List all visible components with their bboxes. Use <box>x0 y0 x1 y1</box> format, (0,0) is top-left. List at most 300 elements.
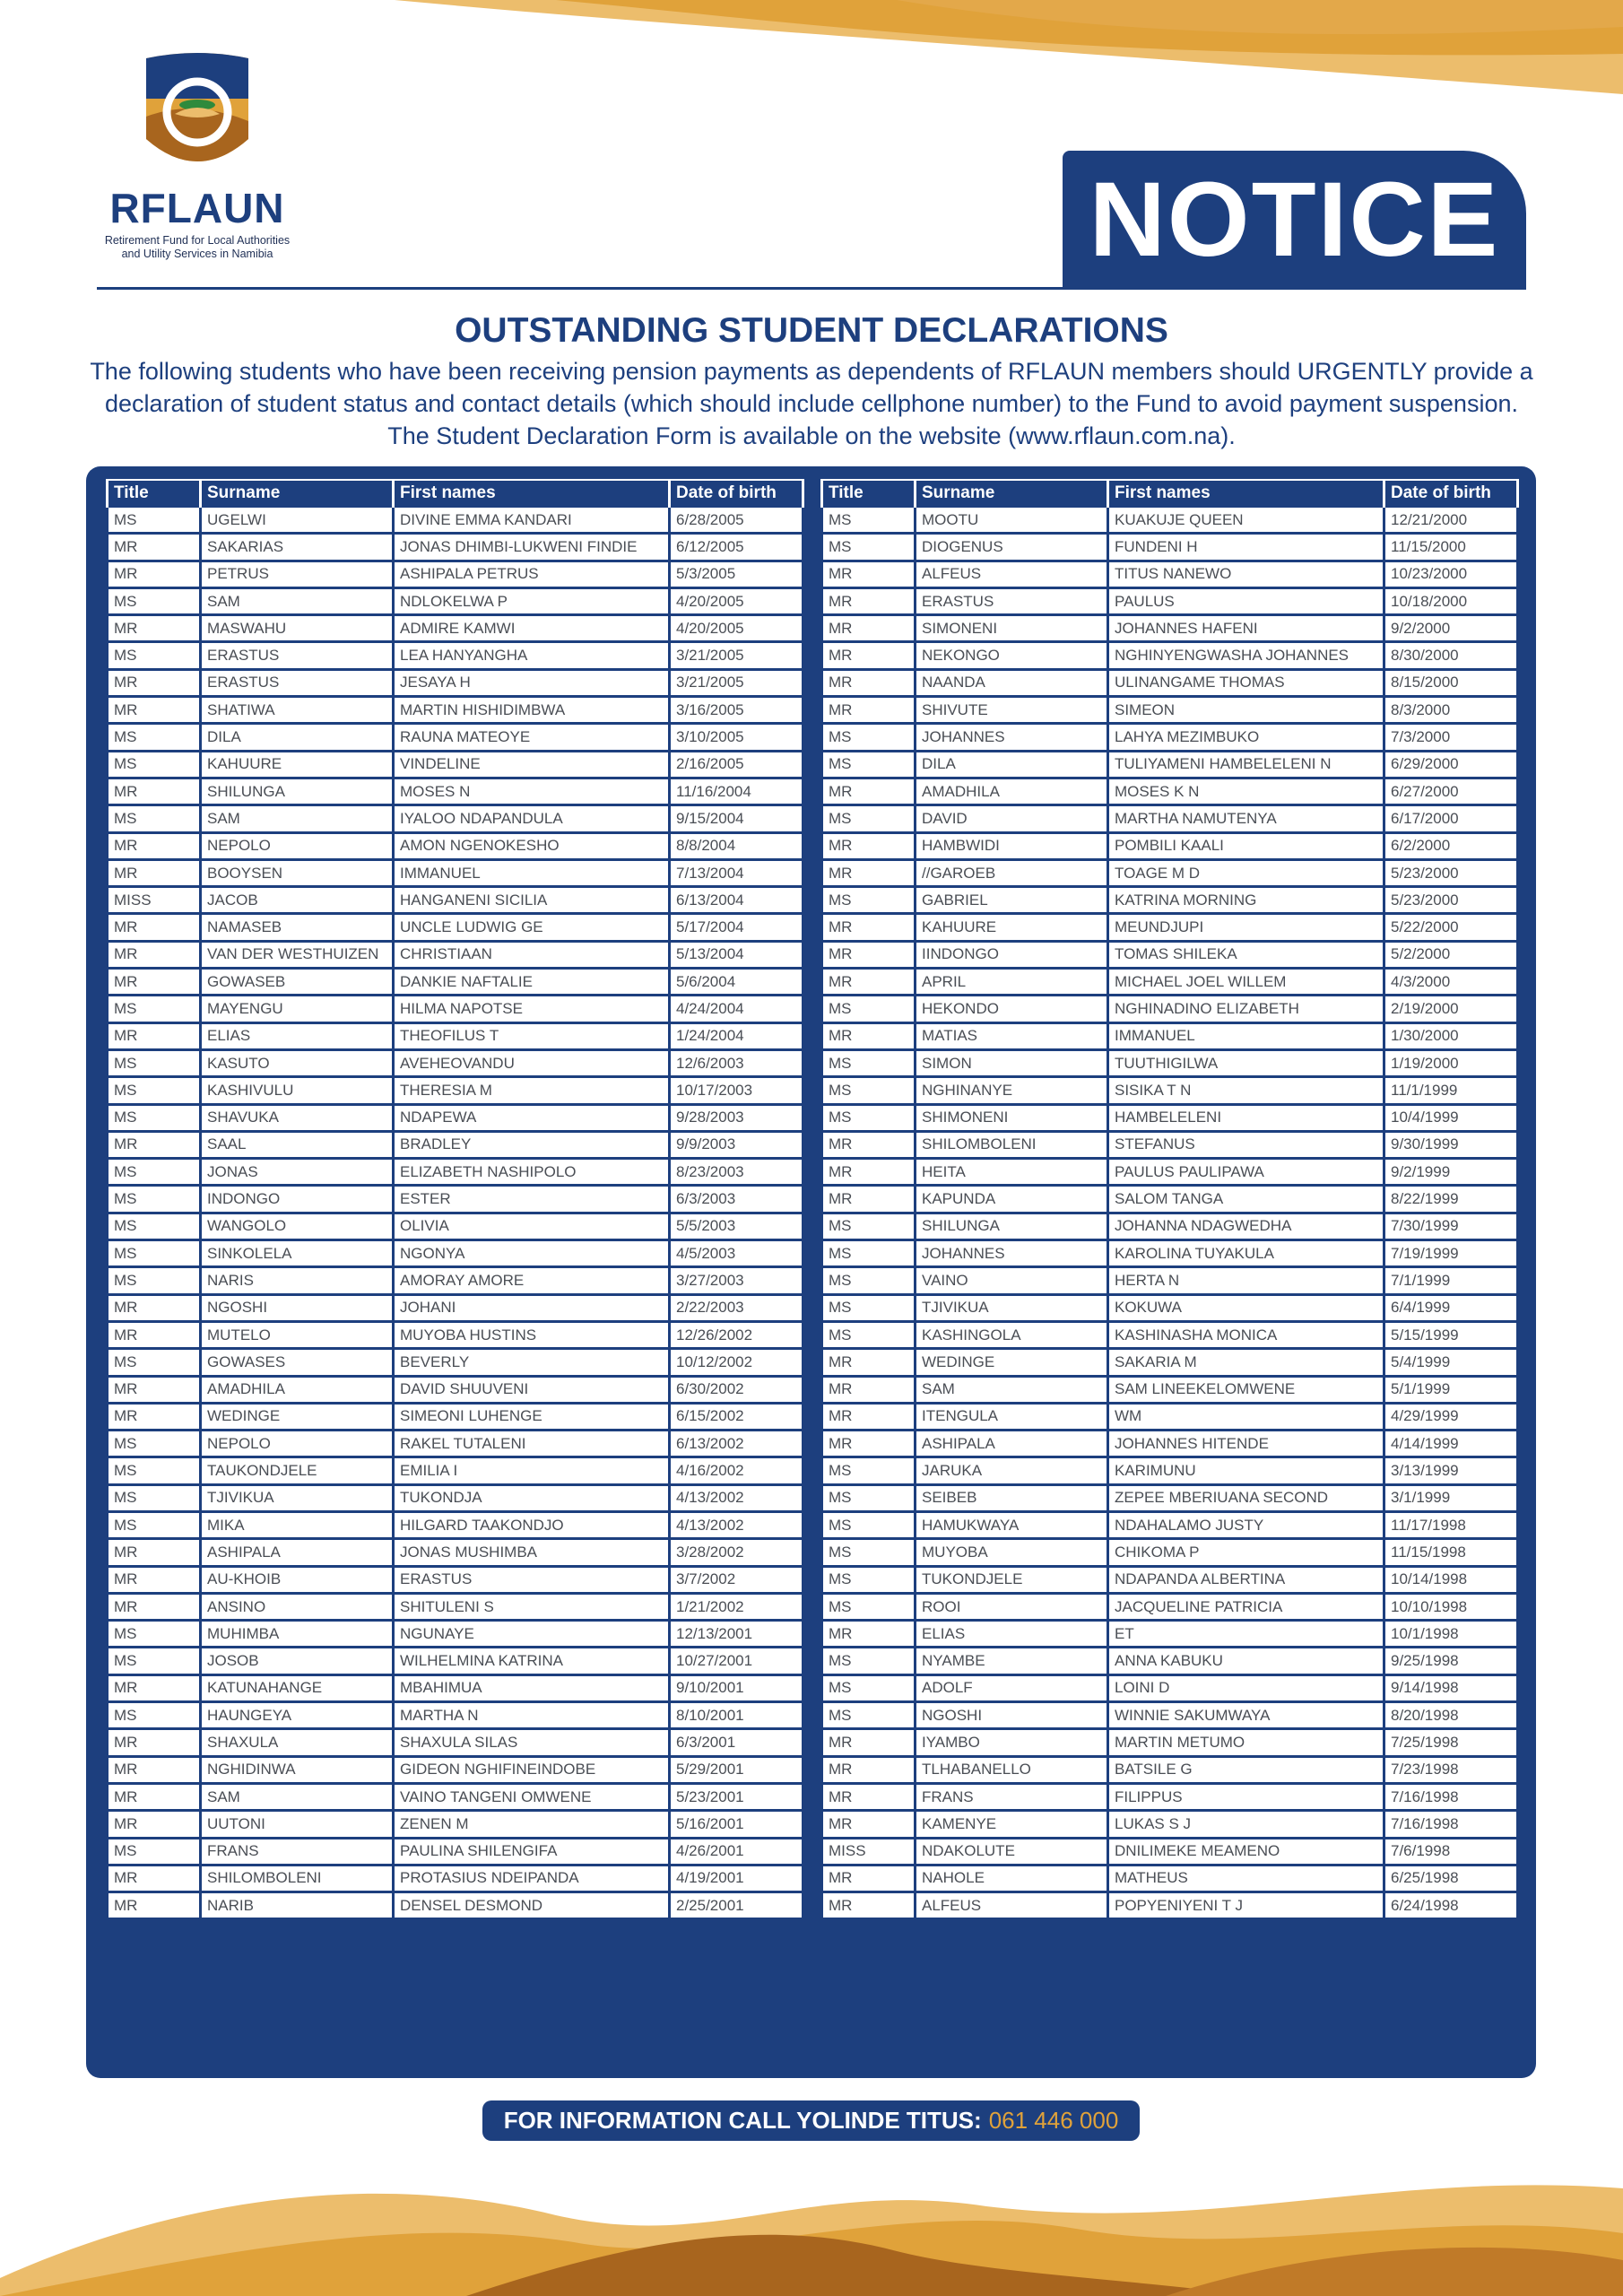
cell-title: MS <box>108 1104 201 1131</box>
cell-surname: SIMON <box>916 1049 1108 1076</box>
cell-dob: 5/5/2003 <box>670 1213 803 1239</box>
cell-surname: NEPOLO <box>201 832 394 859</box>
cell-dob: 3/10/2005 <box>670 724 803 751</box>
cell-surname: SIMONENI <box>916 615 1108 642</box>
cell-dob: 3/13/1999 <box>1384 1457 1518 1484</box>
cell-first-names: HAMBELELENI <box>1108 1104 1384 1131</box>
cell-first-names: LOINI D <box>1108 1674 1384 1701</box>
cell-surname: HEITA <box>916 1159 1108 1186</box>
cell-title: MR <box>822 832 916 859</box>
table-row <box>822 1267 1518 1294</box>
cell-dob: 11/15/1998 <box>1384 1539 1518 1566</box>
cell-first-names: MARTHA NAMUTENYA <box>1108 805 1384 832</box>
cell-first-names: VAINO TANGENI OMWENE <box>394 1783 670 1810</box>
table-row <box>822 996 1518 1022</box>
table-row <box>822 778 1518 804</box>
cell-dob: 8/10/2001 <box>670 1702 803 1729</box>
brand-logo <box>90 49 305 261</box>
cell-first-names: JONAS DHIMBI-LUKWENI FINDIE <box>394 534 670 561</box>
cell-first-names: BATSILE G <box>1108 1756 1384 1783</box>
cell-surname: ADOLF <box>916 1674 1108 1701</box>
cell-surname: ITENGULA <box>916 1403 1108 1430</box>
table-row <box>108 751 803 778</box>
cell-dob: 6/2/2000 <box>1384 832 1518 859</box>
cell-dob: 2/16/2005 <box>670 751 803 778</box>
table-row <box>108 941 803 968</box>
cell-title: MS <box>108 1484 201 1511</box>
table-row <box>108 1240 803 1267</box>
cell-title: MR <box>822 1131 916 1158</box>
cell-dob: 9/15/2004 <box>670 805 803 832</box>
cell-first-names: UNCLE LUDWIG GE <box>394 914 670 941</box>
cell-surname: JONAS <box>201 1159 394 1186</box>
cell-first-names: PAULINA SHILENGIFA <box>394 1838 670 1865</box>
cell-dob: 1/30/2000 <box>1384 1022 1518 1049</box>
cell-first-names: THERESIA M <box>394 1077 670 1104</box>
cell-first-names: POPYENIYENI T J <box>1108 1892 1384 1919</box>
cell-first-names: RAKEL TUTALENI <box>394 1431 670 1457</box>
cell-dob: 6/12/2005 <box>670 534 803 561</box>
cell-title: MS <box>108 1457 201 1484</box>
cell-surname: MAYENGU <box>201 996 394 1022</box>
cell-first-names: ET <box>1108 1621 1384 1648</box>
cell-first-names: NDAPANDA ALBERTINA <box>1108 1566 1384 1593</box>
table-row <box>108 1376 803 1403</box>
cell-dob: 4/19/2001 <box>670 1865 803 1892</box>
header-divider <box>97 287 1526 290</box>
cell-dob: 6/29/2000 <box>1384 751 1518 778</box>
table-row <box>108 1159 803 1186</box>
cell-surname: TAUKONDJELE <box>201 1457 394 1484</box>
table-row <box>108 1104 803 1131</box>
cell-title: MS <box>108 1159 201 1186</box>
cell-title: MS <box>822 805 916 832</box>
cell-surname: SHATIWA <box>201 697 394 724</box>
cell-surname: SAM <box>201 587 394 614</box>
table-row <box>108 1621 803 1648</box>
cell-title: MR <box>822 1783 916 1810</box>
cell-dob: 11/1/1999 <box>1384 1077 1518 1104</box>
cell-surname: NGOSHI <box>201 1294 394 1321</box>
col-first-names-header: First names <box>394 480 670 507</box>
cell-title: MR <box>108 1593 201 1620</box>
cell-dob: 7/13/2004 <box>670 859 803 886</box>
table-row <box>108 1729 803 1756</box>
cell-first-names: MUYOBA HUSTINS <box>394 1321 670 1348</box>
cell-first-names: ESTER <box>394 1186 670 1213</box>
notice-label: NOTICE <box>1089 161 1500 279</box>
table-row <box>108 642 803 669</box>
cell-title: MS <box>108 1431 201 1457</box>
cell-first-names: ERASTUS <box>394 1566 670 1593</box>
cell-first-names: ASHIPALA PETRUS <box>394 561 670 587</box>
table-row <box>822 1159 1518 1186</box>
table-row <box>108 1702 803 1729</box>
cell-first-names: SIMEON <box>1108 697 1384 724</box>
cell-dob: 9/30/1999 <box>1384 1131 1518 1158</box>
cell-title: MR <box>108 1539 201 1566</box>
cell-first-names: WINNIE SAKUMWAYA <box>1108 1702 1384 1729</box>
cell-surname: NGOSHI <box>916 1702 1108 1729</box>
cell-title: MR <box>108 669 201 696</box>
cell-surname: SAM <box>916 1376 1108 1403</box>
cell-first-names: OLIVIA <box>394 1213 670 1239</box>
cell-first-names: LUKAS S J <box>1108 1811 1384 1838</box>
table-row <box>822 1457 1518 1484</box>
table-row <box>822 1240 1518 1267</box>
cell-first-names: TITUS NANEWO <box>1108 561 1384 587</box>
cell-dob: 6/13/2004 <box>670 887 803 914</box>
table-row <box>822 1648 1518 1674</box>
cell-surname: MUHIMBA <box>201 1621 394 1648</box>
cell-surname: ELIAS <box>201 1022 394 1049</box>
table-row <box>822 587 1518 614</box>
cell-first-names: HERTA N <box>1108 1267 1384 1294</box>
cell-dob: 1/24/2004 <box>670 1022 803 1049</box>
cell-title: MR <box>108 697 201 724</box>
table-row <box>108 1049 803 1076</box>
cell-title: MS <box>822 1484 916 1511</box>
cell-surname: ASHIPALA <box>916 1431 1108 1457</box>
cell-title: MS <box>822 1049 916 1076</box>
table-row <box>822 1838 1518 1865</box>
cell-first-names: NDAPEWA <box>394 1104 670 1131</box>
cell-first-names: AMON NGENOKESHO <box>394 832 670 859</box>
cell-dob: 10/1/1998 <box>1384 1621 1518 1648</box>
table-row <box>822 1702 1518 1729</box>
cell-title: MISS <box>822 1838 916 1865</box>
cell-dob: 6/25/1998 <box>1384 1865 1518 1892</box>
table-row <box>108 697 803 724</box>
cell-dob: 4/24/2004 <box>670 996 803 1022</box>
cell-surname: NAHOLE <box>916 1865 1108 1892</box>
cell-first-names: BEVERLY <box>394 1349 670 1376</box>
cell-title: MS <box>108 1267 201 1294</box>
table-row <box>822 859 1518 886</box>
table-row <box>822 805 1518 832</box>
cell-first-names: FUNDENI H <box>1108 534 1384 561</box>
shield-icon <box>139 49 256 184</box>
table-row <box>108 1593 803 1620</box>
student-table-right <box>820 479 1519 1920</box>
cell-first-names: ULINANGAME THOMAS <box>1108 669 1384 696</box>
cell-first-names: KUAKUJE QUEEN <box>1108 507 1384 534</box>
table-row <box>822 1811 1518 1838</box>
cell-first-names: CHRISTIAAN <box>394 941 670 968</box>
cell-first-names: AMORAY AMORE <box>394 1267 670 1294</box>
cell-title: MS <box>108 1186 201 1213</box>
table-row <box>822 1077 1518 1104</box>
cell-first-names: BRADLEY <box>394 1131 670 1158</box>
table-header-row <box>108 480 803 507</box>
cell-title: MS <box>822 1702 916 1729</box>
cell-surname: MUTELO <box>201 1321 394 1348</box>
cell-title: MS <box>822 996 916 1022</box>
cell-title: MR <box>822 1621 916 1648</box>
cell-first-names: NGHINYENGWASHA JOHANNES <box>1108 642 1384 669</box>
cell-title: MS <box>108 996 201 1022</box>
cell-first-names: MOSES N <box>394 778 670 804</box>
cell-surname: SINKOLELA <box>201 1240 394 1267</box>
cell-title: MR <box>822 1159 916 1186</box>
cell-dob: 10/18/2000 <box>1384 587 1518 614</box>
cell-title: MS <box>108 1349 201 1376</box>
cell-dob: 6/3/2001 <box>670 1729 803 1756</box>
cell-surname: SHILOMBOLENI <box>201 1865 394 1892</box>
cell-first-names: JOHANNA NDAGWEDHA <box>1108 1213 1384 1239</box>
cell-dob: 3/21/2005 <box>670 669 803 696</box>
cell-surname: DILA <box>916 751 1108 778</box>
cell-surname: WEDINGE <box>201 1403 394 1430</box>
cell-surname: MIKA <box>201 1511 394 1538</box>
table-row <box>822 615 1518 642</box>
cell-surname: SHIMONENI <box>916 1104 1108 1131</box>
student-table-panel <box>86 466 1536 2078</box>
cell-dob: 8/22/1999 <box>1384 1186 1518 1213</box>
table-row <box>822 697 1518 724</box>
table-row <box>108 1865 803 1892</box>
table-header-row <box>822 480 1518 507</box>
cell-title: MR <box>822 941 916 968</box>
cell-dob: 9/14/1998 <box>1384 1674 1518 1701</box>
table-row <box>108 1403 803 1430</box>
cell-first-names: MICHAEL JOEL WILLEM <box>1108 969 1384 996</box>
cell-first-names: PAULUS PAULIPAWA <box>1108 1159 1384 1186</box>
table-row <box>108 1349 803 1376</box>
cell-surname: TUKONDJELE <box>916 1566 1108 1593</box>
cell-first-names: ANNA KABUKU <box>1108 1648 1384 1674</box>
cell-surname: AU-KHOIB <box>201 1566 394 1593</box>
cell-dob: 7/25/1998 <box>1384 1729 1518 1756</box>
table-row <box>822 1484 1518 1511</box>
cell-title: MR <box>108 534 201 561</box>
cell-surname: TJIVIKUA <box>916 1294 1108 1321</box>
table-row <box>822 1621 1518 1648</box>
cell-title: MS <box>108 1049 201 1076</box>
cell-dob: 8/20/1998 <box>1384 1702 1518 1729</box>
cell-title: MS <box>822 724 916 751</box>
table-row <box>108 969 803 996</box>
cell-title: MR <box>108 1376 201 1403</box>
cell-dob: 8/30/2000 <box>1384 642 1518 669</box>
cell-surname: TLHABANELLO <box>916 1756 1108 1783</box>
cell-title: MS <box>108 1077 201 1104</box>
cell-surname: JOHANNES <box>916 724 1108 751</box>
cell-surname: NARIB <box>201 1892 394 1919</box>
col-first-names-header: First names <box>1108 480 1384 507</box>
cell-surname: SHILOMBOLENI <box>916 1131 1108 1158</box>
cell-title: MR <box>108 1783 201 1810</box>
cell-title: MS <box>108 1213 201 1239</box>
cell-dob: 6/15/2002 <box>670 1403 803 1430</box>
cell-dob: 5/23/2000 <box>1384 859 1518 886</box>
cell-first-names: KARIMUNU <box>1108 1457 1384 1484</box>
cell-dob: 5/13/2004 <box>670 941 803 968</box>
cell-surname: KASHINGOLA <box>916 1321 1108 1348</box>
cell-title: MS <box>108 1621 201 1648</box>
cell-title: MR <box>822 1756 916 1783</box>
cell-dob: 10/17/2003 <box>670 1077 803 1104</box>
cell-first-names: SAKARIA M <box>1108 1349 1384 1376</box>
cell-title: MR <box>822 642 916 669</box>
cell-dob: 4/13/2002 <box>670 1511 803 1538</box>
table-row <box>822 1376 1518 1403</box>
cell-first-names: IMMANUEL <box>1108 1022 1384 1049</box>
table-row <box>108 1186 803 1213</box>
cell-dob: 5/15/1999 <box>1384 1321 1518 1348</box>
cell-first-names: FILIPPUS <box>1108 1783 1384 1810</box>
cell-title: MR <box>822 914 916 941</box>
cell-first-names: NDLOKELWA P <box>394 587 670 614</box>
cell-surname: JARUKA <box>916 1457 1108 1484</box>
table-row <box>822 1131 1518 1158</box>
cell-title: MS <box>822 1240 916 1267</box>
cell-dob: 11/17/1998 <box>1384 1511 1518 1538</box>
cell-title: MR <box>108 1865 201 1892</box>
cell-surname: MATIAS <box>916 1022 1108 1049</box>
cell-surname: INDONGO <box>201 1186 394 1213</box>
table-row <box>822 1511 1518 1538</box>
cell-first-names: KAROLINA TUYAKULA <box>1108 1240 1384 1267</box>
cell-surname: GOWASEB <box>201 969 394 996</box>
table-row <box>108 1756 803 1783</box>
cell-dob: 7/16/1998 <box>1384 1811 1518 1838</box>
cell-surname: NDAKOLUTE <box>916 1838 1108 1865</box>
table-row <box>822 1321 1518 1348</box>
table-row <box>108 587 803 614</box>
cell-surname: HAMUKWAYA <box>916 1511 1108 1538</box>
table-row <box>108 1674 803 1701</box>
cell-title: MR <box>108 1321 201 1348</box>
cell-dob: 4/20/2005 <box>670 615 803 642</box>
cell-dob: 3/16/2005 <box>670 697 803 724</box>
cell-surname: IINDONGO <box>916 941 1108 968</box>
table-row <box>822 669 1518 696</box>
cell-first-names: NGUNAYE <box>394 1621 670 1648</box>
table-row <box>108 561 803 587</box>
cell-surname: KAPUNDA <box>916 1186 1108 1213</box>
cell-dob: 7/23/1998 <box>1384 1756 1518 1783</box>
cell-surname: SAM <box>201 805 394 832</box>
cell-dob: 9/2/2000 <box>1384 615 1518 642</box>
table-row <box>822 887 1518 914</box>
table-row <box>822 1539 1518 1566</box>
table-row <box>108 805 803 832</box>
cell-title: MS <box>108 1648 201 1674</box>
cell-surname: KASHIVULU <box>201 1077 394 1104</box>
cell-surname: NEPOLO <box>201 1431 394 1457</box>
cell-dob: 6/13/2002 <box>670 1431 803 1457</box>
cell-surname: ANSINO <box>201 1593 394 1620</box>
cell-dob: 12/26/2002 <box>670 1321 803 1348</box>
col-title-header: Title <box>822 480 916 507</box>
table-row <box>822 832 1518 859</box>
table-row <box>822 969 1518 996</box>
contact-phone: 061 446 000 <box>988 2107 1119 2134</box>
cell-surname: WANGOLO <box>201 1213 394 1239</box>
cell-title: MS <box>822 751 916 778</box>
cell-surname: HAUNGEYA <box>201 1702 394 1729</box>
table-row <box>108 1431 803 1457</box>
table-row <box>108 1511 803 1538</box>
cell-title: MS <box>822 1593 916 1620</box>
table-row <box>822 941 1518 968</box>
cell-title: MR <box>108 1022 201 1049</box>
cell-title: MS <box>822 1539 916 1566</box>
cell-first-names: SALOM TANGA <box>1108 1186 1384 1213</box>
table-row <box>108 507 803 534</box>
col-surname-header: Surname <box>916 480 1108 507</box>
cell-first-names: MEUNDJUPI <box>1108 914 1384 941</box>
cell-dob: 10/27/2001 <box>670 1648 803 1674</box>
cell-title: MR <box>108 859 201 886</box>
table-row <box>822 1186 1518 1213</box>
cell-surname: ALFEUS <box>916 1892 1108 1919</box>
cell-first-names: JONAS MUSHIMBA <box>394 1539 670 1566</box>
cell-first-names: MBAHIMUA <box>394 1674 670 1701</box>
cell-dob: 10/4/1999 <box>1384 1104 1518 1131</box>
brand-name: RFLAUN <box>109 185 285 231</box>
table-row <box>822 751 1518 778</box>
cell-dob: 9/28/2003 <box>670 1104 803 1131</box>
cell-title: MS <box>108 1838 201 1865</box>
cell-dob: 5/4/1999 <box>1384 1349 1518 1376</box>
cell-surname: GOWASES <box>201 1349 394 1376</box>
cell-dob: 6/24/1998 <box>1384 1892 1518 1919</box>
table-row <box>108 1267 803 1294</box>
cell-first-names: EMILIA I <box>394 1457 670 1484</box>
cell-first-names: PROTASIUS NDEIPANDA <box>394 1865 670 1892</box>
table-row <box>108 1077 803 1104</box>
table-row <box>108 724 803 751</box>
cell-surname: MASWAHU <box>201 615 394 642</box>
cell-first-names: DAVID SHUUVENI <box>394 1376 670 1403</box>
cell-dob: 9/2/1999 <box>1384 1159 1518 1186</box>
cell-title: MS <box>822 1566 916 1593</box>
cell-title: MR <box>822 1022 916 1049</box>
cell-dob: 2/25/2001 <box>670 1892 803 1919</box>
cell-dob: 10/23/2000 <box>1384 561 1518 587</box>
notice-banner <box>1063 151 1526 289</box>
cell-first-names: TUUTHIGILWA <box>1108 1049 1384 1076</box>
cell-title: MR <box>108 1756 201 1783</box>
cell-surname: GABRIEL <box>916 887 1108 914</box>
cell-surname: UUTONI <box>201 1811 394 1838</box>
cell-first-names: MARTIN HISHIDIMBWA <box>394 697 670 724</box>
cell-first-names: TOAGE M D <box>1108 859 1384 886</box>
table-row <box>108 1838 803 1865</box>
cell-surname: IYAMBO <box>916 1729 1108 1756</box>
cell-surname: SAKARIAS <box>201 534 394 561</box>
cell-dob: 10/14/1998 <box>1384 1566 1518 1593</box>
cell-surname: PETRUS <box>201 561 394 587</box>
cell-surname: KASUTO <box>201 1049 394 1076</box>
cell-title: MS <box>108 724 201 751</box>
cell-title: MR <box>822 969 916 996</box>
cell-title: MS <box>822 1674 916 1701</box>
table-row <box>822 1593 1518 1620</box>
cell-surname: ROOI <box>916 1593 1108 1620</box>
cell-dob: 4/29/1999 <box>1384 1403 1518 1430</box>
cell-first-names: JOHANNES HITENDE <box>1108 1431 1384 1457</box>
cell-dob: 12/21/2000 <box>1384 507 1518 534</box>
cell-first-names: IMMANUEL <box>394 859 670 886</box>
cell-title: MR <box>822 1811 916 1838</box>
cell-dob: 4/14/1999 <box>1384 1431 1518 1457</box>
cell-title: MS <box>822 1213 916 1239</box>
table-row <box>822 1783 1518 1810</box>
cell-dob: 5/23/2000 <box>1384 887 1518 914</box>
